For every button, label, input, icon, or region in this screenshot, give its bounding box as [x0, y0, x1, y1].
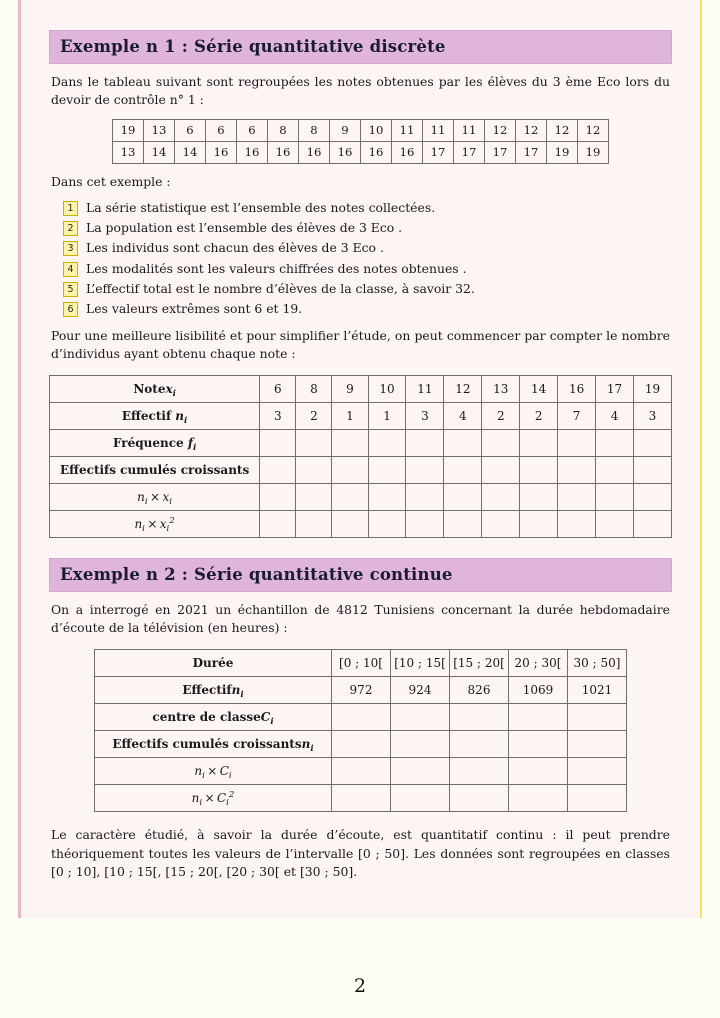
effectif-cell: 2 — [482, 403, 520, 430]
list-item — [63, 218, 672, 237]
note-cell: 6 — [260, 376, 296, 403]
ni-xi-cell — [634, 484, 672, 511]
effectif-cell: 1069 — [509, 677, 568, 704]
row-label-ni-xi2-symbol: $n_i \times x_i^2$ — [134, 516, 175, 535]
cumule-cell — [391, 731, 450, 758]
note-value-cell: 11 — [392, 119, 423, 141]
list-item-label: Les individus sont chacun des élèves de 3 Eco . — [86, 240, 384, 256]
ni-xi2-cell — [260, 511, 296, 538]
cumule-cell — [568, 731, 627, 758]
list-item-label: L’effectif total est le nombre d’élèves de la classe, à savoir 32. — [86, 280, 475, 296]
example1-title: Exemple n 1 : Série quantitative discrète — [49, 30, 672, 64]
ni-xi2-cell — [444, 511, 482, 538]
cumule-cell — [596, 457, 634, 484]
ni-ci2-cell — [332, 785, 391, 812]
list-item — [63, 279, 672, 298]
note-cell: 13 — [482, 376, 520, 403]
frequence-cell — [332, 430, 368, 457]
table-row — [50, 457, 672, 484]
ni-ci-cell — [568, 758, 627, 785]
note-value-cell: 6 — [175, 119, 206, 141]
ni-xi2-cell — [520, 511, 558, 538]
row-label-effectif-text: Effectif — [182, 683, 232, 698]
cumule-cell — [296, 457, 332, 484]
row-label-frequence — [50, 430, 260, 457]
example1-stat-table-wrapper — [49, 375, 672, 538]
row-label-effectif-text: Effectif — [121, 409, 172, 424]
cumule-cell — [368, 457, 406, 484]
row-label-ni-xi2 — [50, 511, 260, 538]
frequence-cell — [444, 430, 482, 457]
effectif-cell: 924 — [391, 677, 450, 704]
cumule-cell — [450, 731, 509, 758]
row-label-ni-xi-symbol: $n_i \times x_i$ — [137, 490, 173, 508]
notes-table-wrapper — [49, 119, 672, 164]
list-item-number: 4 — [63, 262, 78, 277]
note-value-cell: 17 — [423, 141, 454, 163]
frequence-cell — [296, 430, 332, 457]
note-value-cell: 16 — [299, 141, 330, 163]
note-value-cell: 16 — [361, 141, 392, 163]
row-label-centre-symbol: $C_i$ — [260, 710, 274, 728]
effectif-cell: 4 — [444, 403, 482, 430]
note-value-cell: 8 — [299, 119, 330, 141]
list-item — [63, 259, 672, 278]
note-value-cell: 11 — [454, 119, 485, 141]
example1-intro: Dans le tableau suivant sont regroupées les notes obtenues par les élèves du 3 ème Eco lors du devoir de contrôle n° 1 : — [51, 74, 670, 107]
note-value-cell: 8 — [268, 119, 299, 141]
ni-ci2-cell — [509, 785, 568, 812]
note-value-cell: 17 — [516, 141, 547, 163]
list-item — [63, 198, 672, 217]
ni-ci-cell — [450, 758, 509, 785]
row-label-ni-xi — [50, 484, 260, 511]
note-value-cell: 13 — [113, 141, 144, 163]
classe-cell: [10 ; 15[ — [391, 650, 450, 677]
row-label-effectif — [50, 403, 260, 430]
document-page — [18, 0, 702, 918]
note-value-cell: 13 — [144, 119, 175, 141]
ni-ci-cell — [332, 758, 391, 785]
row-label-frequence-symbol: $f_i$ — [187, 436, 197, 454]
cumule-cell — [520, 457, 558, 484]
note-value-cell: 12 — [578, 119, 609, 141]
list-item-number: 1 — [63, 201, 78, 216]
list-item — [63, 238, 672, 257]
row-label-note — [50, 376, 260, 403]
note-value-cell: 16 — [237, 141, 268, 163]
frequence-cell — [482, 430, 520, 457]
row-label-duree: Durée — [95, 650, 332, 677]
row-label-ni-ci2-symbol: $n_i \times C_i^2$ — [191, 790, 235, 809]
ni-xi2-cell — [406, 511, 444, 538]
row-label-cumules-text: Effectifs cumulés croissants — [112, 737, 302, 752]
ni-xi-cell — [332, 484, 368, 511]
table-row — [95, 677, 627, 704]
list-item-number: 2 — [63, 221, 78, 236]
row-label-centre — [95, 704, 332, 731]
table-row — [95, 650, 627, 677]
note-value-cell: 6 — [206, 119, 237, 141]
effectif-cell: 972 — [332, 677, 391, 704]
cumule-cell — [634, 457, 672, 484]
note-value-cell: 12 — [547, 119, 578, 141]
ni-xi2-cell — [368, 511, 406, 538]
centre-cell — [332, 704, 391, 731]
ni-ci-cell — [391, 758, 450, 785]
list-item-number: 5 — [63, 282, 78, 297]
page-number: 2 — [353, 975, 367, 997]
note-cell: 9 — [332, 376, 368, 403]
cumule-cell — [444, 457, 482, 484]
row-label-frequence-text: Fréquence — [112, 436, 184, 451]
row-label-note-text: Note — [133, 382, 166, 397]
note-value-cell: 19 — [113, 119, 144, 141]
cumule-cell — [509, 731, 568, 758]
centre-cell — [391, 704, 450, 731]
table-row — [50, 511, 672, 538]
ni-xi-cell — [596, 484, 634, 511]
effectif-cell: 1 — [368, 403, 406, 430]
table-row — [95, 785, 627, 812]
classe-cell: 20 ; 30[ — [509, 650, 568, 677]
effectif-cell: 1021 — [568, 677, 627, 704]
cumule-cell — [332, 731, 391, 758]
note-value-cell: 9 — [330, 119, 361, 141]
note-cell: 14 — [520, 376, 558, 403]
example2-stat-table-wrapper — [49, 649, 672, 812]
note-cell: 16 — [558, 376, 596, 403]
effectif-cell: 1 — [332, 403, 368, 430]
row-label-ni-ci-symbol: $n_i \times C_i$ — [194, 764, 232, 782]
note-cell: 10 — [368, 376, 406, 403]
list-item-label: La série statistique est l’ensemble des notes collectées. — [86, 199, 436, 215]
effectif-cell: 7 — [558, 403, 596, 430]
list-item-label: Les modalités sont les valeurs chiffrées des notes obtenues . — [86, 260, 467, 276]
note-value-cell: 16 — [206, 141, 237, 163]
table-row — [95, 704, 627, 731]
classe-cell: [15 ; 20[ — [450, 650, 509, 677]
note-cell: 19 — [634, 376, 672, 403]
note-value-cell: 10 — [361, 119, 392, 141]
note-value-cell: 16 — [392, 141, 423, 163]
effectif-cell: 2 — [296, 403, 332, 430]
classe-cell: 30 ; 50] — [568, 650, 627, 677]
ni-ci2-cell — [391, 785, 450, 812]
row-label-cumules-symbol: $n_i$ — [301, 737, 314, 755]
table-row — [50, 403, 672, 430]
frequence-cell — [260, 430, 296, 457]
list-item — [63, 299, 672, 318]
cumule-cell — [558, 457, 596, 484]
centre-cell — [568, 704, 627, 731]
example2-title: Exemple n 2 : Série quantitative continue — [49, 558, 672, 592]
table-row — [50, 376, 672, 403]
ni-xi-cell — [260, 484, 296, 511]
row-label-centre-text: centre de classe — [152, 710, 261, 725]
list-item-number: 6 — [63, 302, 78, 317]
list-item-label: Les valeurs extrêmes sont 6 et 19. — [86, 301, 303, 317]
ni-xi-cell — [482, 484, 520, 511]
notes-row — [113, 119, 609, 141]
row-label-cumules: Effectifs cumulés croissants — [50, 457, 260, 484]
ni-xi-cell — [406, 484, 444, 511]
classe-cell: [0 ; 10[ — [332, 650, 391, 677]
example1-after-list: Pour une meilleure lisibilité et pour simplifier l’étude, on peut commencer par compter le nombre d’individus ayant obtenu chaque note : — [51, 328, 670, 362]
note-value-cell: 12 — [485, 119, 516, 141]
example2-stat-table — [94, 649, 627, 812]
note-value-cell: 11 — [423, 119, 454, 141]
centre-cell — [509, 704, 568, 731]
effectif-cell: 3 — [634, 403, 672, 430]
effectif-cell: 2 — [520, 403, 558, 430]
ni-xi2-cell — [332, 511, 368, 538]
frequence-cell — [634, 430, 672, 457]
effectif-cell: 826 — [450, 677, 509, 704]
note-cell: 11 — [406, 376, 444, 403]
ni-xi2-cell — [596, 511, 634, 538]
ni-xi2-cell — [296, 511, 332, 538]
notes-table — [112, 119, 609, 164]
note-value-cell: 12 — [516, 119, 547, 141]
frequence-cell — [558, 430, 596, 457]
row-label-effectif — [95, 677, 332, 704]
ni-xi2-cell — [634, 511, 672, 538]
note-value-cell: 19 — [578, 141, 609, 163]
effectif-cell: 3 — [406, 403, 444, 430]
note-value-cell: 16 — [330, 141, 361, 163]
frequence-cell — [368, 430, 406, 457]
note-cell: 17 — [596, 376, 634, 403]
note-value-cell: 14 — [175, 141, 206, 163]
table-row — [50, 484, 672, 511]
ni-ci2-cell — [568, 785, 627, 812]
ni-xi2-cell — [482, 511, 520, 538]
note-value-cell: 16 — [268, 141, 299, 163]
note-value-cell: 14 — [144, 141, 175, 163]
example1-list-intro: Dans cet exemple : — [51, 173, 171, 189]
ni-xi-cell — [520, 484, 558, 511]
table-row — [50, 430, 672, 457]
notes-row — [113, 141, 609, 163]
list-item-number: 3 — [63, 241, 78, 256]
cumule-cell — [332, 457, 368, 484]
note-value-cell: 17 — [454, 141, 485, 163]
frequence-cell — [520, 430, 558, 457]
effectif-cell: 4 — [596, 403, 634, 430]
example2-conclusion: Le caractère étudié, à savoir la durée d’écoute, est quantitatif continu : il peut prendre théoriquement toutes les valeurs de l’intervalle [0 ; 50]. Les données sont regroupées en classes [0 ; 10], [10 ; 15[, [15 ; 20[, [20 ; 30[ et [30 ; 50]. — [51, 827, 670, 880]
row-label-effectif-symbol: $n_i$ — [175, 409, 188, 427]
example2-intro: On a interrogé en 2021 un échantillon de 4812 Tunisiens concernant la durée hebdomadaire d’écoute de la télévision (en heures) : — [51, 602, 670, 636]
example1-stat-table — [49, 375, 672, 538]
ni-xi-cell — [368, 484, 406, 511]
cumule-cell — [406, 457, 444, 484]
note-value-cell: 19 — [547, 141, 578, 163]
cumule-cell — [260, 457, 296, 484]
frequence-cell — [406, 430, 444, 457]
ni-xi-cell — [558, 484, 596, 511]
table-row — [95, 758, 627, 785]
note-value-cell: 6 — [237, 119, 268, 141]
ni-xi2-cell — [558, 511, 596, 538]
note-cell: 8 — [296, 376, 332, 403]
frequence-cell — [596, 430, 634, 457]
cumule-cell — [482, 457, 520, 484]
ni-ci2-cell — [450, 785, 509, 812]
centre-cell — [450, 704, 509, 731]
example1-numbered-list — [49, 198, 672, 318]
row-label-cumules — [95, 731, 332, 758]
ni-xi-cell — [444, 484, 482, 511]
row-label-note-symbol: $x_i$ — [165, 382, 176, 400]
row-label-ni-ci — [95, 758, 332, 785]
ni-xi-cell — [296, 484, 332, 511]
note-cell: 12 — [444, 376, 482, 403]
effectif-cell: 3 — [260, 403, 296, 430]
row-label-ni-ci2 — [95, 785, 332, 812]
list-item-label: La population est l’ensemble des élèves de 3 Eco . — [86, 220, 403, 236]
ni-ci-cell — [509, 758, 568, 785]
row-label-effectif-symbol: $n_i$ — [231, 683, 244, 701]
note-value-cell: 17 — [485, 141, 516, 163]
table-row — [95, 731, 627, 758]
